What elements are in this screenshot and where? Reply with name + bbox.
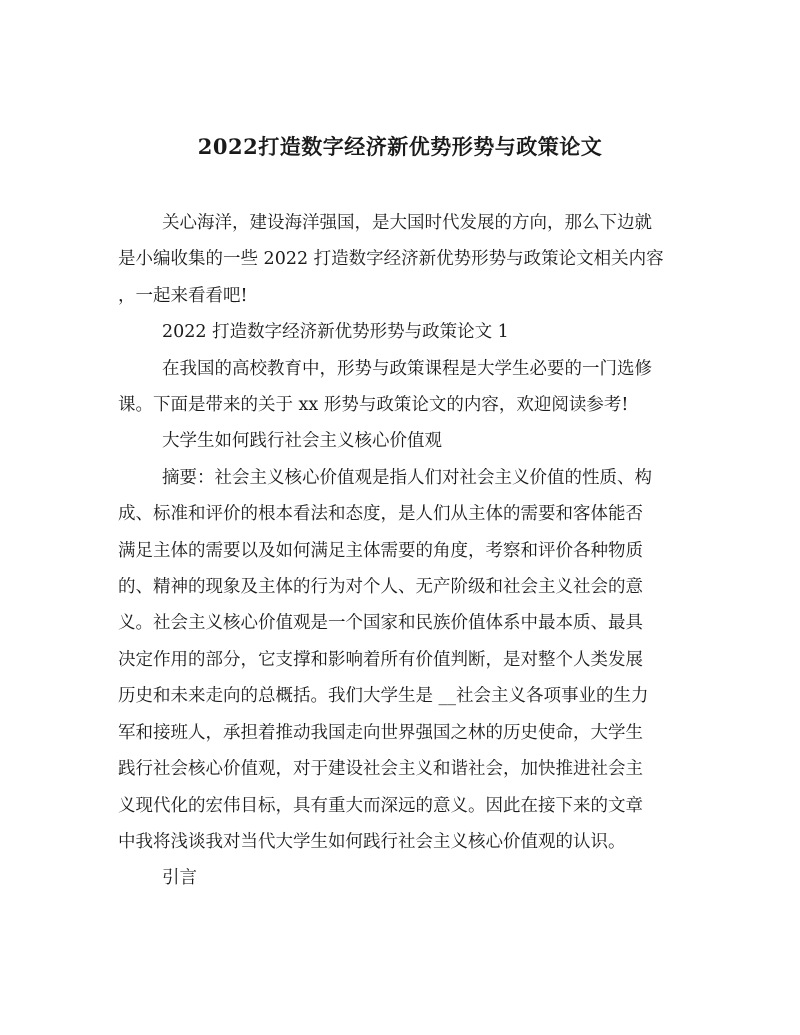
paragraph-line-1: 在我国的高校教育中，形势与政策课程是大学生必要的一门选修	[162, 358, 652, 379]
abstract-line-5: 义。社会主义核心价值观是一个国家和民族价值体系中最本质、最具	[118, 613, 643, 634]
section-heading-1: 2022 打造数字经济新优势形势与政策论文 1	[162, 322, 509, 343]
document-body	[118, 205, 684, 897]
intro-line-3: ，一起来看看吧!	[118, 285, 248, 306]
abstract-line-7: 历史和未来走向的总概括。我们大学生是 __社会主义各项事业的生力	[118, 686, 649, 707]
abstract-line-3: 满足主体的需要以及如何满足主体需要的角度，考察和评价各种物质	[118, 540, 643, 561]
abstract-line-4: 的、精神的现象及主体的行为对个人、无产阶级和社会主义社会的意	[118, 577, 643, 598]
intro-line-2: 是小编收集的一些 2022 打造数字经济新优势形势与政策论文相关内容	[118, 249, 664, 270]
introduction-heading: 引言	[162, 868, 197, 889]
paragraph-line-2: 课。下面是带来的关于 xx 形势与政策论文的内容，欢迎阅读参考!	[118, 395, 629, 416]
essay-title: 大学生如何践行社会主义核心价值观	[162, 431, 442, 452]
abstract-line-2: 成、标准和评价的根本看法和态度，是人们从主体的需要和客体能否	[118, 504, 643, 525]
abstract-line-6: 决定作用的部分，它支撑和影响着所有价值判断，是对整个人类发展	[118, 649, 643, 670]
abstract-line-11: 中我将浅谈我对当代大学生如何践行社会主义核心价值观的认识。	[118, 831, 626, 852]
document-title: 2022打造数字经济新优势形势与政策论文	[197, 134, 603, 159]
abstract-line-1: 摘要：社会主义核心价值观是指人们对社会主义价值的性质、构	[162, 467, 652, 488]
intro-line-1: 关心海洋，建设海洋强国，是大国时代发展的方向，那么下边就	[162, 213, 652, 233]
abstract-line-9: 践行社会核心价值观，对于建设社会主义和谐社会，加快推进社会主	[118, 759, 643, 780]
abstract-line-8: 军和接班人，承担着推动我国走向世界强国之林的历史使命，大学生	[118, 722, 643, 743]
abstract-line-10: 义现代化的宏伟目标，具有重大而深远的意义。因此在接下来的文章	[118, 795, 643, 816]
